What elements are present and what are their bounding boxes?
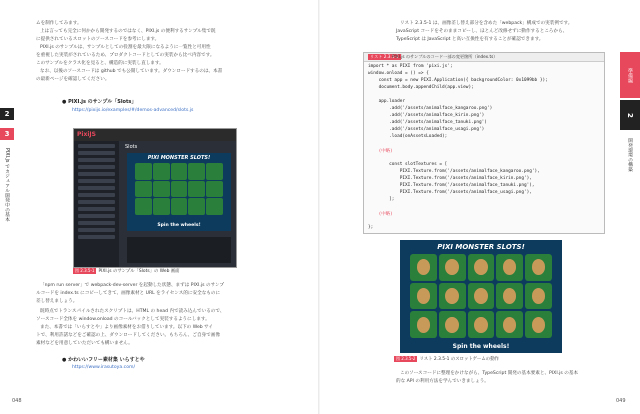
- code-line: .add('/assets/animalface_usagi.png'): [368, 127, 485, 132]
- spin-text: Spin the wheels!: [452, 343, 510, 350]
- paragraph-line: なお、以後のソースコードは github でも公開しています。ダウンロードするのは、本書: [40, 69, 223, 74]
- caption-text: リスト 2.3.5-1 のスロットゲームの動作: [419, 357, 499, 362]
- code-line: const slotTextures = [: [368, 162, 448, 167]
- paragraph-line: また、本書では「いらすとや」より画像素材をお借りしています。以下の Web サイ: [40, 325, 214, 330]
- paragraph-line: このサンプルをクラス化を見ると、構造的に実装し直します。: [36, 61, 164, 66]
- paragraph-line: PIXI.js のサンプルは、サンプルとしての役割を最大限になるように一覧性と可用性: [40, 45, 211, 50]
- code-line: (中略): [368, 149, 393, 154]
- code-line: app.loader: [368, 99, 406, 104]
- figure-caption: [394, 356, 499, 362]
- irasutoya-link[interactable]: https://www.irasutoya.com/: [72, 365, 136, 370]
- code-listing: [363, 52, 605, 234]
- paragraph-line: 既時点でトランスパイルされたスクリプトは、HTML の head 内で読み込んでいるので、: [40, 309, 225, 314]
- code-line: document.body.appendChild(app.view);: [368, 85, 474, 90]
- paragraph-line: リスト 2.3.5-1 は、画像差し替え部分を含めた「webpack」構成での実装例です。: [400, 21, 573, 26]
- vertical-chapter-label: 開発環境の構築: [627, 138, 632, 172]
- slots-link[interactable]: https://pixijs.io/examples/#/demos-advanced/slots.js: [72, 108, 194, 113]
- code-header: [364, 53, 604, 62]
- slot-grid: [135, 163, 223, 215]
- screenshot-sidebar: [74, 141, 119, 267]
- section-tab: 3: [0, 128, 14, 140]
- code-line: .add('/assets/animalface_tanuki.png'): [368, 120, 487, 125]
- paragraph-line: TypeScript は JavaScript と高い互換性を有することが確認できます。: [396, 37, 544, 42]
- screenshot-title: Slots: [125, 144, 138, 150]
- code-line: ];: [368, 197, 395, 202]
- paragraph-line: ルコードを index.ts にコピーしてきて、画像素材と URL をライセンス的に安全なものに: [36, 291, 221, 296]
- screenshot-code-panel: [127, 237, 231, 263]
- slot-game-preview: [127, 153, 231, 231]
- code-line: import * as PIXI from 'pixi.js';: [368, 64, 453, 69]
- code-line: (中略): [368, 212, 393, 217]
- code-line: .load(onAssetsLoaded);: [368, 134, 448, 139]
- game-title: PIXI MONSTER SLOTS!: [437, 243, 525, 251]
- paragraph-line: トで、利用許諾などをご確認の上、ダウンロードしてください。もちろん、ご自身で画像: [36, 333, 220, 338]
- game-title: PIXI MONSTER SLOTS!: [147, 155, 211, 161]
- chapter-tab: 2: [0, 108, 14, 120]
- slot-grid: [410, 254, 552, 338]
- slots-screenshot: [73, 128, 237, 268]
- paragraph-line: 差し替えましょう。: [36, 299, 78, 304]
- code-line: PIXI.Texture.from('/assets/animalface_kirin.png'),: [368, 176, 532, 181]
- slots-result-screenshot: [400, 240, 562, 353]
- paragraph-line: の最新ページを確認してください。: [36, 77, 110, 82]
- chapter-tab: 2: [620, 100, 640, 130]
- spin-text: Spin the wheels!: [157, 223, 201, 228]
- code-line: .add('/assets/animalface_kangaroo.png'): [368, 106, 493, 111]
- caption-badge: 図 2.3.5-2: [396, 356, 416, 361]
- paragraph-line: 上は言っても完全に何かから開発するのではなく、PIXI.js の便利するサンプル集で既: [40, 29, 216, 34]
- caption-badge: 図 2.3.5-1: [75, 268, 95, 273]
- code-line: window.onload = () => {: [368, 71, 429, 76]
- vertical-chapter-label: PIXI.js でカジュアル開発中の基本: [4, 148, 9, 222]
- page-number: 048: [12, 398, 22, 404]
- bullet-title: ● PIXI.js のサンプル「Slots」: [62, 99, 137, 105]
- pixijs-logo: PixiJS: [77, 131, 96, 138]
- caption-text: PIXI.js のサンプル「Slots」の Web 画面: [98, 269, 180, 274]
- code-label: リスト 2.3.5-1: [370, 54, 399, 59]
- paragraph-line: を重視した実装がされているため、プロダクトコードとしての実装から比べ内容です。: [36, 53, 215, 58]
- paragraph-line: ソースコード全体を window.onload のコールバックとして実装するようにします。: [36, 317, 210, 322]
- paragraph-line: 的な API の利用方法を学んでいきましょう。: [396, 379, 489, 384]
- figure-caption: [73, 268, 180, 274]
- code-line: PIXI.Texture.from('/assets/animalface_kangaroo.png'),: [368, 169, 540, 174]
- part-tab: 準備編: [620, 52, 640, 98]
- page-number: 049: [616, 398, 626, 404]
- screenshot-topbar: [74, 129, 236, 141]
- paragraph-line: JavaScript コードをそのままコピーし、ほとんど改修せずに動作するところから、: [396, 29, 568, 34]
- code-line: const app = new PIXI.Application({ backgroundColor: 0x1099bb });: [368, 78, 548, 83]
- screenshot-main: [119, 141, 236, 267]
- code-line: PIXI.Texture.from('/assets/animalface_tanuki.png'),: [368, 183, 535, 188]
- paragraph-line: このソースコードに整理をかけながら、TypeScript 開発の基本要素と、PIXI.js の基本: [400, 371, 579, 376]
- bullet-title: ● かわいいフリー素材集 いらすとや: [62, 357, 145, 363]
- code-line: PIXI.Texture.from('/assets/animalface_usagi.png'),: [368, 190, 532, 195]
- code-line: };: [368, 225, 374, 230]
- paragraph-line: 素材などを用意していただいても構いません。: [36, 341, 133, 346]
- paragraph-line: ムを制作してみます。: [36, 21, 82, 26]
- code-title: PIXI.js のサンプルのコード一部の変更箇所（index.ts）: [392, 54, 498, 59]
- paragraph-line: に提供されているスロットのソースコードを参考にします。: [36, 37, 160, 42]
- code-line: .add('/assets/animalface_kirin.png'): [368, 113, 485, 118]
- paragraph-line: 「npm run server」で webpack-dev-server を起動した状態、まずは PIXI.js のサンプ: [40, 283, 225, 288]
